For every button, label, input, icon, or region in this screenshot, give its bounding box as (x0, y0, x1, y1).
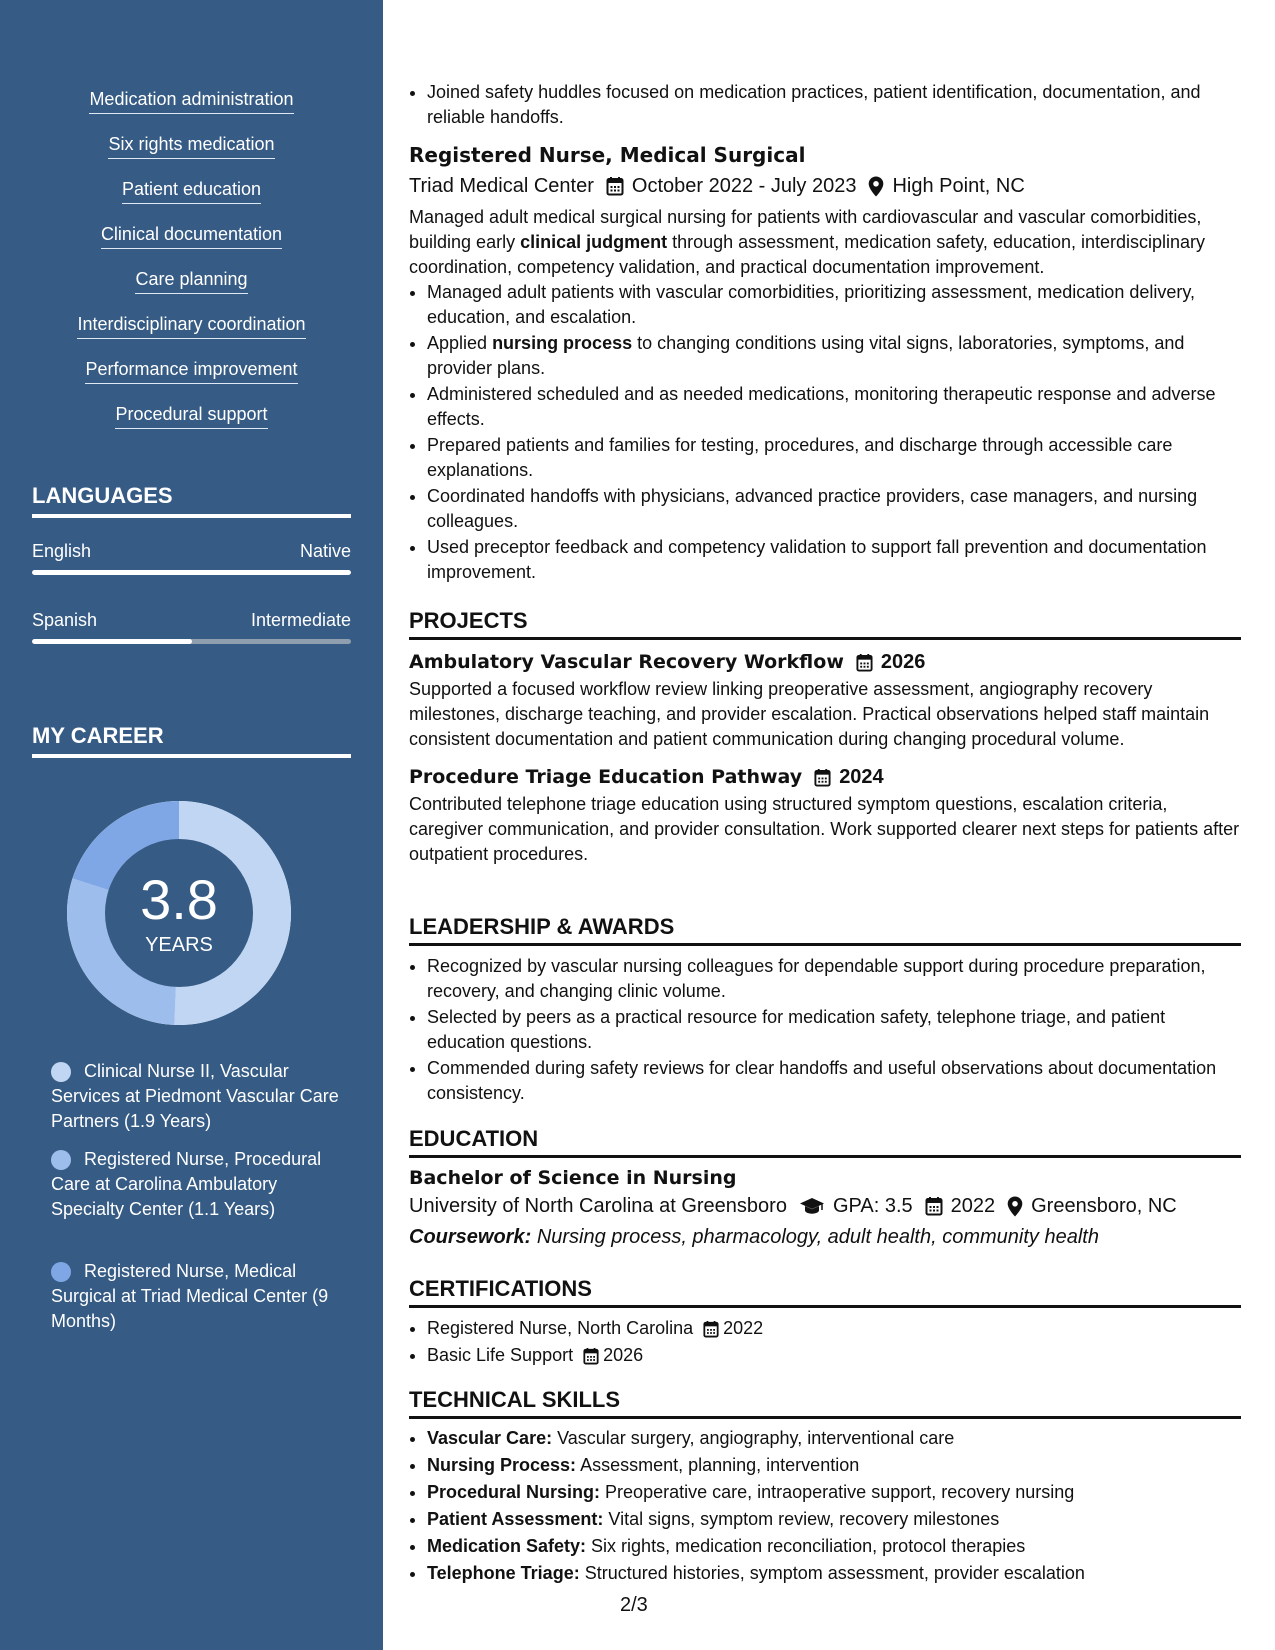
page-number: 2/3 (620, 1594, 648, 1616)
experience-entry (409, 141, 1241, 586)
bullet: • Used preceptor feedback and competency validation to support fall prevention and documentation improvement. (427, 535, 1241, 585)
certifications-list (409, 1315, 1241, 1369)
projects-section (409, 607, 1241, 867)
career-total-years: 3.8 (140, 868, 218, 931)
education-section (409, 1125, 1241, 1251)
bullet: • Joined safety huddles focused on medication practices, patient identification, documentation, and reliable handoffs. (427, 80, 1259, 130)
bullet: • Commended during safety reviews for clear handoffs and useful observations about documentation consistency. (427, 1056, 1241, 1106)
technical-skill-item: • Procedural Nursing: Preoperative care, intraoperative support, recovery nursing (427, 1479, 1241, 1506)
career-item-text: Registered Nurse, Medical Surgical at Triad Medical Center (9 Months) (51, 1261, 329, 1331)
calendar-icon (703, 1320, 719, 1338)
language-bar-fill (32, 639, 192, 644)
section-heading: TECHNICAL SKILLS (409, 1386, 1241, 1419)
language-bar (32, 639, 351, 644)
job-summary: Managed adult medical surgical nursing for patients with cardiovascular and vascular comorbidities, building early clinical judgment through assessment, medication safety, education, interdisciplinary coordination, competency validation, and practical documentation improvement. (409, 207, 1206, 277)
language-level: Native (299, 541, 351, 561)
technical-skill-item: • Medication Safety: Six rights, medication reconciliation, protocol therapies (427, 1533, 1241, 1560)
certification-year: 2022 (723, 1318, 764, 1338)
skill-item: Care planning (0, 268, 383, 294)
school-location: Greensboro, NC (1031, 1195, 1177, 1217)
project-title: Ambulatory Vascular Recovery Workflow 2026 (409, 648, 1241, 676)
section-heading: CERTIFICATIONS (409, 1275, 1241, 1308)
certification-item: • Basic Life Support 2026 (427, 1342, 1241, 1369)
technical-skill-item: • Telephone Triage: Structured histories, symptom assessment, provider escalation (427, 1560, 1241, 1587)
project-description: Supported a focused workflow review linking preoperative assessment, angiography recovery milestones, discharge teaching, and provider escalation. Practical observations helped staff maintain consistent documentation and patient communication during changing procedural volume. (409, 679, 1210, 749)
skill-item: Patient education (0, 178, 383, 204)
bullet: • Managed adult patients with vascular comorbidities, prioritizing assessment, medication delivery, education, and escalation. (427, 280, 1241, 330)
employer: Triad Medical Center (409, 175, 594, 197)
career-heading: MY CAREER (32, 722, 351, 758)
graduation-year: 2022 (950, 1195, 996, 1217)
main-content (409, 0, 1241, 1650)
section-heading: PROJECTS (409, 607, 1241, 640)
school: University of North Carolina at Greensboro (409, 1195, 787, 1217)
graduation-cap-icon (799, 1197, 825, 1215)
technical-skills-list (409, 1425, 1241, 1587)
skill-item: Medication administration (0, 88, 383, 114)
calendar-icon (925, 1196, 943, 1216)
bullet: • Coordinated handoffs with physicians, advanced practice providers, case managers, and nursing colleagues. (427, 484, 1241, 534)
calendar-icon (814, 768, 831, 787)
career-years-label: YEARS (145, 934, 213, 956)
technical-skill-item: • Patient Assessment: Vital signs, symptom review, recovery milestones (427, 1506, 1241, 1533)
section-heading: EDUCATION (409, 1125, 1241, 1158)
calendar-icon (583, 1347, 599, 1365)
career-item-text: Clinical Nurse II, Vascular Services at Piedmont Vascular Care Partners (1.9 Years) (51, 1061, 339, 1131)
coursework: Coursework: Nursing process, pharmacology, adult health, community health (409, 1226, 1099, 1248)
certification-year: 2026 (603, 1345, 644, 1365)
section-heading: LEADERSHIP & AWARDS (409, 913, 1241, 946)
calendar-icon (606, 176, 624, 196)
career-dot (51, 1062, 71, 1082)
career-item (51, 1059, 341, 1134)
technical-skills-section (409, 1386, 1241, 1587)
skill-item: Six rights medication (0, 133, 383, 159)
skill-item: Interdisciplinary coordination (0, 313, 383, 339)
skill-item: Procedural support (0, 403, 383, 429)
prev-job-bullets (409, 80, 1259, 131)
career-item-text: Registered Nurse, Procedural Care at Carolina Ambulatory Specialty Center (1.1 Years) (51, 1149, 322, 1219)
languages-heading: LANGUAGES (32, 482, 351, 518)
job-bullets (409, 280, 1241, 585)
job-dates: October 2022 - July 2023 (631, 175, 857, 197)
language-bar-fill (32, 570, 351, 575)
location-pin-icon (1007, 1196, 1023, 1217)
language-name: Spanish (32, 610, 98, 630)
project-description: Contributed telephone triage education using structured symptom questions, escalation criteria, caregiver communication, and provider consultation. Work supported clearer next steps for patients after outpatient procedures. (409, 794, 1240, 864)
job-location: High Point, NC (892, 175, 1025, 197)
certification-item: • Registered Nurse, North Carolina 2022 (427, 1315, 1241, 1342)
degree: Bachelor of Science in Nursing (409, 1167, 737, 1189)
job-title: Registered Nurse, Medical Surgical (409, 143, 806, 167)
career-item (51, 1147, 341, 1222)
technical-skill-item: • Nursing Process: Assessment, planning, intervention (427, 1452, 1241, 1479)
project-year: 2024 (839, 766, 884, 788)
language-level: Intermediate (250, 610, 351, 630)
bullet: • Administered scheduled and as needed medications, monitoring therapeutic response and adverse effects. (427, 382, 1241, 432)
skill-item: Performance improvement (0, 358, 383, 384)
project-year: 2026 (880, 651, 926, 673)
location-pin-icon (868, 176, 884, 197)
leadership-list (409, 954, 1241, 1106)
bullet: • Prepared patients and families for testing, procedures, and discharge through accessible care explanations. (427, 433, 1241, 483)
language-row (32, 540, 351, 562)
career-dot (51, 1262, 71, 1282)
language-row (32, 609, 351, 631)
bullet: • Applied nursing process to changing conditions using vital signs, laboratories, symptoms, and provider plans. (427, 331, 1241, 381)
gpa: GPA: 3.5 (832, 1195, 913, 1217)
education-meta (409, 1192, 1241, 1220)
career-dot (51, 1150, 71, 1170)
skill-item: Clinical documentation (0, 223, 383, 249)
language-name: English (32, 541, 92, 561)
calendar-icon (856, 653, 873, 672)
project-title: Procedure Triage Education Pathway 2024 (409, 763, 1241, 791)
sidebar (0, 0, 383, 1650)
job-meta (409, 172, 1241, 200)
technical-skill-item: • Vascular Care: Vascular surgery, angiography, interventional care (427, 1425, 1241, 1452)
career-item (51, 1259, 341, 1334)
bullet: • Recognized by vascular nursing colleagues for dependable support during procedure preparation, recovery, and changing clinic volume. (427, 954, 1241, 1004)
leadership-section (409, 913, 1241, 1107)
certifications-section (409, 1275, 1241, 1369)
language-bar (32, 570, 351, 575)
bullet: • Selected by peers as a practical resource for medication safety, telephone triage, and patient education questions. (427, 1005, 1241, 1055)
